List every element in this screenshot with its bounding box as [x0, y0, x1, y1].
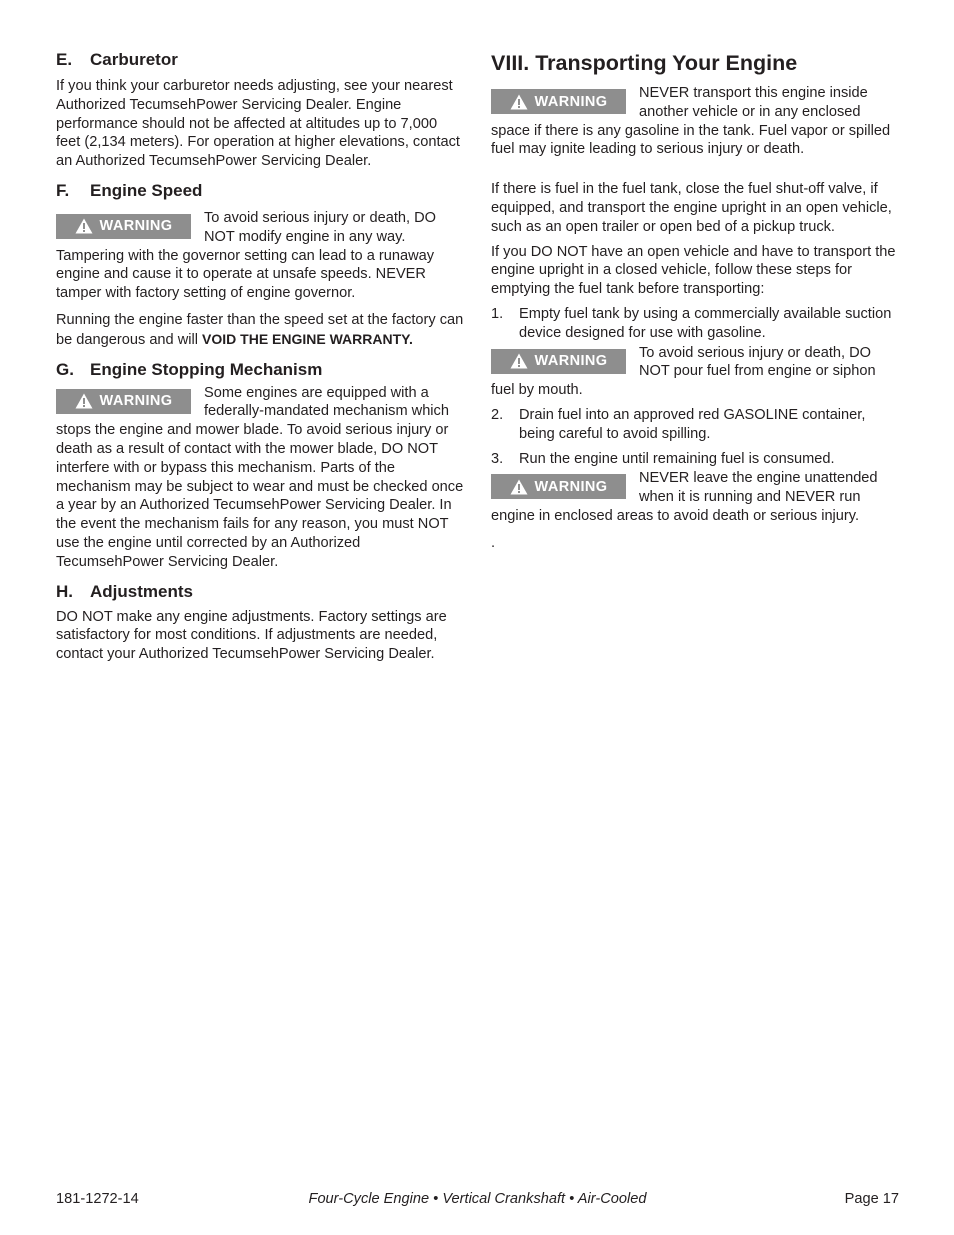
step-number: 1. — [491, 305, 504, 322]
step-text: Empty fuel tank by using a commercially available suction device designed for use with gasoline. — [519, 305, 892, 341]
section-title: Adjustments — [90, 581, 193, 601]
unattended-warning-text: NEVER leave the engine unattended when it is running and NEVER run engine in enclosed areas to avoid death or serious injury. — [491, 470, 878, 524]
trailing-dot: . — [491, 534, 496, 551]
list-item — [491, 406, 899, 444]
stopping-mechanism-warning — [56, 384, 464, 572]
adjustments-paragraph: DO NOT make any engine adjustments. Factory settings are satisfactory for most conditions. If adjustments are needed, contact your Authorized TecumsehPower Servicing Dealer. — [56, 608, 447, 663]
section-letter: H. — [56, 581, 73, 601]
engine-speed-paragraph — [56, 311, 464, 350]
warning-badge — [56, 214, 191, 239]
warning-label: WARNING — [534, 93, 608, 110]
left-column — [56, 49, 464, 664]
fuel-emptying-steps — [491, 305, 899, 343]
step-number: 3. — [491, 450, 504, 467]
warning-badge — [491, 89, 626, 114]
warning-badge — [491, 474, 626, 499]
transport-warning-text: NEVER transport this engine inside another vehicle or in any enclosed space if there is any gasoline in the tank. Fuel vapor or spilled fuel may ignite leading to serious injury or death. — [491, 85, 891, 158]
section-title: Engine Stopping Mechanism — [90, 359, 323, 379]
page-footer — [56, 1189, 899, 1209]
void-warranty-text: VOID THE ENGINE WARRANTY. — [202, 330, 413, 347]
open-vehicle-paragraph: If there is fuel in the fuel tank, close the fuel shut-off valve, if equipped, and transport the engine upright in an open vehicle, such as an open trailer or open bed of a pickup truck. — [491, 181, 892, 235]
warning-triangle-icon — [75, 393, 93, 409]
siphon-warning — [491, 344, 899, 400]
section-letter: G. — [56, 359, 74, 379]
engine-speed-body: Running the engine faster than the speed set at the factory can be dangerous and will — [56, 311, 464, 348]
warning-triangle-icon — [510, 353, 528, 369]
page-number: Page 17 — [844, 1191, 899, 1207]
warning-badge — [56, 389, 191, 414]
section-heading-engine-speed — [56, 180, 464, 202]
siphon-warning-text: To avoid serious injury or death, DO NOT pour fuel from engine or siphon fuel by mouth. — [491, 344, 876, 399]
section-title: Engine Speed — [90, 180, 203, 200]
section-heading-carburetor — [56, 49, 464, 71]
part-number: 181-1272-14 — [56, 1191, 139, 1207]
footer-description: Four-Cycle Engine • Vertical Crankshaft • Air-Cooled — [308, 1191, 647, 1207]
warning-label: WARNING — [99, 218, 173, 235]
transport-warning — [491, 84, 899, 159]
section-heading-adjustments — [56, 581, 464, 603]
warning-label: WARNING — [534, 478, 608, 495]
step-number: 2. — [491, 406, 504, 423]
closed-vehicle-paragraph: If you DO NOT have an open vehicle and have to transport the engine upright in a closed vehicle, follow these steps for emptying the fuel tank before transporting: — [491, 243, 896, 298]
warning-triangle-icon — [510, 479, 528, 495]
section-letter: F. — [56, 180, 70, 200]
section-title: Carburetor — [90, 50, 178, 69]
step-text: Drain fuel into an approved red GASOLINE container, being careful to avoid spilling. — [519, 406, 866, 442]
engine-speed-warning — [56, 209, 464, 303]
warning-label: WARNING — [99, 393, 173, 410]
chapter-title: VIII. Transporting Your Engine — [491, 51, 798, 75]
fuel-emptying-steps-continued — [491, 406, 899, 468]
warning-triangle-icon — [75, 218, 93, 234]
section-heading-stopping-mechanism — [56, 359, 464, 381]
engine-speed-warning-text: To avoid serious injury or death, DO NOT modify engine in any way. Tampering with the governor setting can lead to a runaway engine and cause it to operate at unsafe speeds. NEVER tamper with factory setting of engine governor. — [56, 209, 436, 302]
right-column — [491, 49, 899, 553]
warning-label: WARNING — [534, 353, 608, 370]
list-item — [491, 450, 899, 469]
carburetor-paragraph: If you think your carburetor needs adjusting, see your nearest Authorized TecumsehPower Servicing Dealer. Engine performance should not be affected at altitudes up to 7,000 feet (2,134 meters). For operation at higher elevations, contact an Authorized TecumsehPower Servicing Dealer. — [56, 78, 460, 170]
section-letter: E. — [56, 50, 73, 69]
list-item — [491, 305, 899, 343]
warning-triangle-icon — [510, 94, 528, 110]
step-text: Run the engine until remaining fuel is consumed. — [519, 450, 835, 467]
unattended-warning — [491, 469, 899, 525]
stopping-mechanism-text: Some engines are equipped with a federally-mandated mechanism which stops the engine and mower blade. To avoid serious injury or death as a result of contact with the mower blade, DO NOT interfere with or bypass this mechanism. Parts of the mechanism may be subject to wear and must be checked once a year by an Authorized TecumsehPower Servicing Dealer. In the event the mechanism fails for any reason, you must NOT use the engine until corrected by an Authorized TecumsehPower Servicing Dealer. — [56, 384, 464, 570]
warning-badge — [491, 349, 626, 374]
